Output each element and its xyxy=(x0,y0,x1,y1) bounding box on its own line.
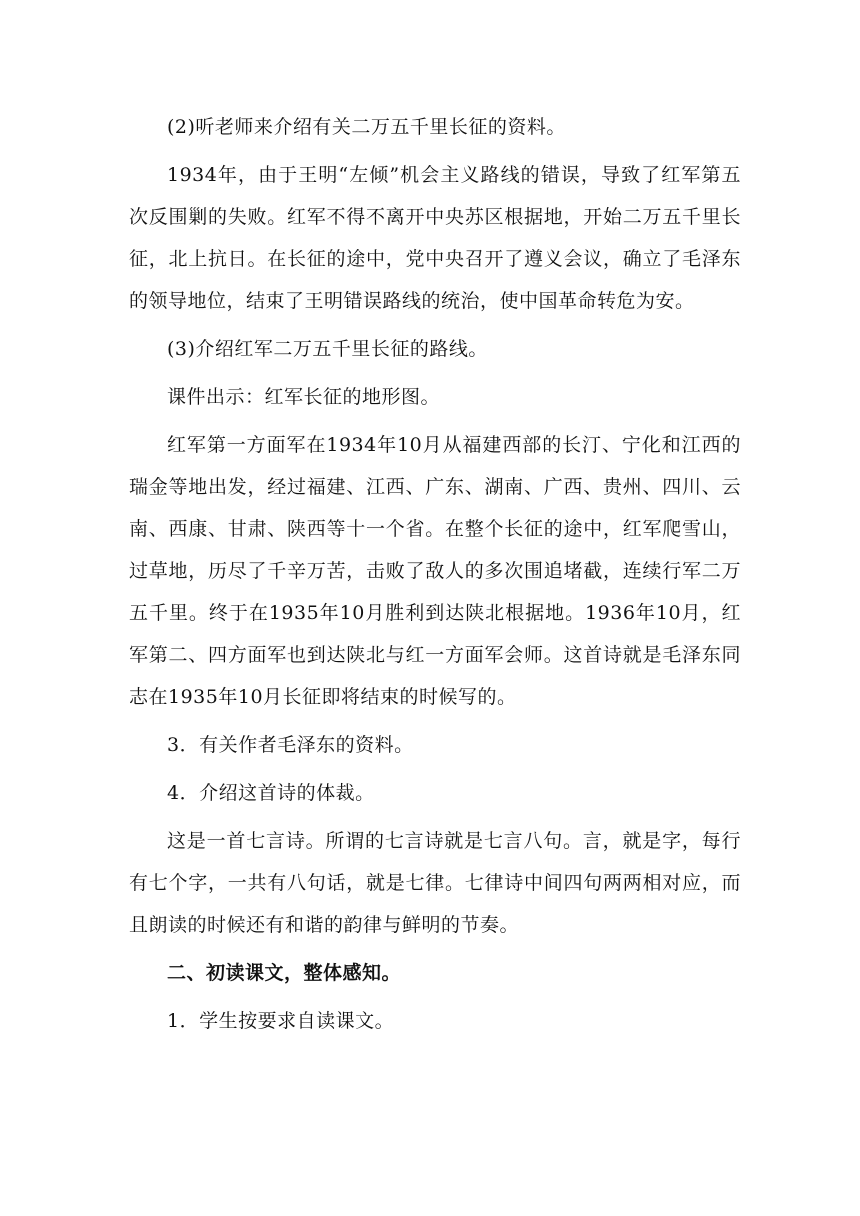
section-heading-first-reading: 二、初读课文，整体感知。 xyxy=(167,962,402,984)
document-body xyxy=(129,106,741,1048)
paragraph-route-intro: (3)介绍红军二万五千里长征的路线。 xyxy=(167,338,488,360)
paragraph-courseware: 课件出示：红军长征的地形图。 xyxy=(167,386,441,408)
paragraph-qiyan-explanation: 这是一首七言诗。所谓的七言诗就是七言八句。言，就是字，每行有七个字，一共有八句话，就是七律。七律诗中间四句两两相对应，而且朗读的时候还有和谐的韵律与鲜明的节奏。 xyxy=(129,830,741,936)
paragraph-author-info: 3．有关作者毛泽东的资料。 xyxy=(167,734,414,756)
paragraph-listen-teacher: (2)听老师来介绍有关二万五千里长征的资料。 xyxy=(167,116,566,138)
paragraph-self-reading: 1．学生按要求自读课文。 xyxy=(167,1010,395,1032)
paragraph-route-detail: 红军第一方面军在1934年10月从福建西部的长汀、宁化和江西的瑞金等地出发，经过福建、江西、广东、湖南、广西、贵州、四川、云南、西康、甘肃、陕西等十一个省。在整个长征的途中，红军爬雪山，过草地，历尽了千辛万苦，击败了敌人的多次围追堵截，连续行军二万五千里。终于在1935年10月胜利到达陕北根据地。1936年10月，红军第二、四方面军也到达陕北与红一方面军会师。这首诗就是毛泽东同志在1935年10月长征即将结束的时候写的。 xyxy=(129,434,741,708)
paragraph-poem-genre: 4．介绍这首诗的体裁。 xyxy=(167,782,375,804)
paragraph-1934-background: 1934年，由于王明“左倾”机会主义路线的错误，导致了红军第五次反围剿的失败。红军不得不离开中央苏区根据地，开始二万五千里长征，北上抗日。在长征的途中，党中央召开了遵义会议，确立了毛泽东的领导地位，结束了王明错误路线的统治，使中国革命转危为安。 xyxy=(129,164,741,312)
